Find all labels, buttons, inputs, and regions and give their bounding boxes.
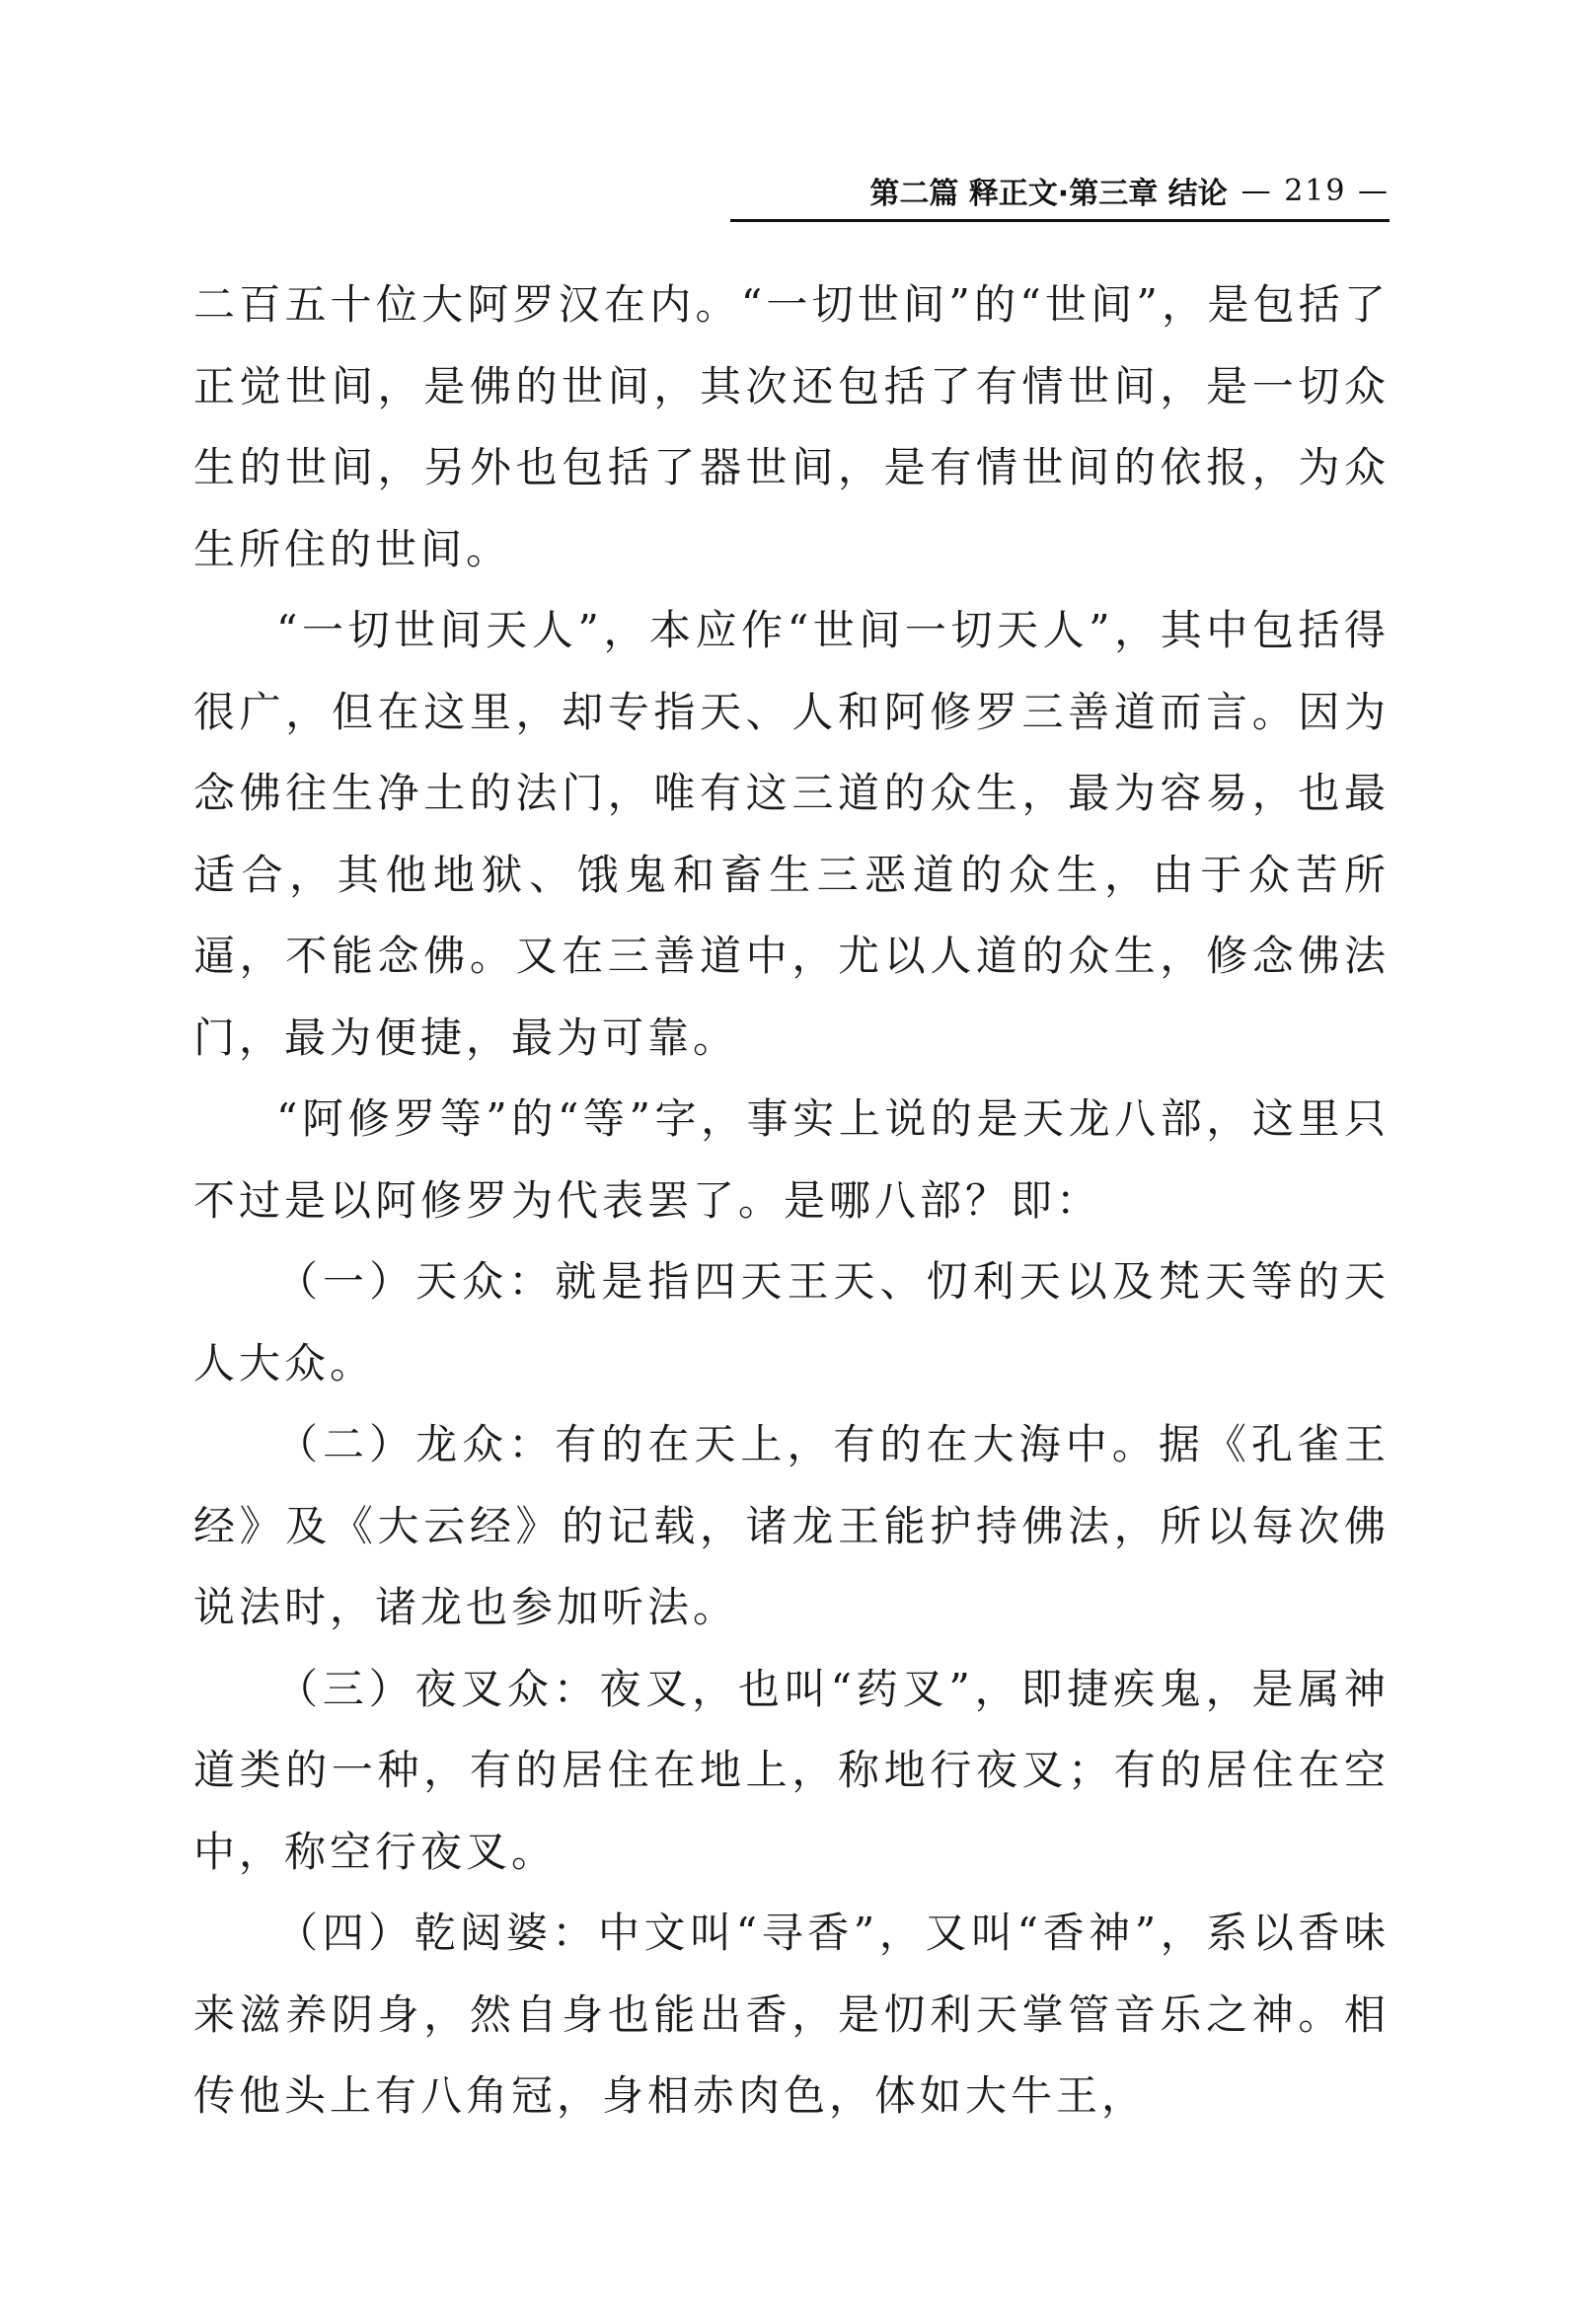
paragraph: （四）乾闼婆：中文叫“寻香”，又叫“香神”，系以香味来滋养阴身，然自身也能出香，是忉利天掌管音乐之神。相传他头上有八角冠，身相赤肉色，体如大牛王， bbox=[193, 1909, 1390, 2120]
paragraph: 二百五十位大阿罗汉在内。“一切世间”的“世间”，是包括了正觉世间，是佛的世间，其次还包括了有情世间，是一切众生的世间，另外也包括了器世间，是有情世间的依报，为众生所住的世间。 bbox=[193, 280, 1390, 573]
paragraph: “一切世间天人”，本应作“世间一切天人”，其中包括得很广，但在这里，却专指天、人和阿修罗三善道而言。因为念佛往生净土的法门，唯有这三道的众生，最为容易，也最适合，其他地狱、饿鬼和畜生三恶道的众生，由于众苦所逼，不能念佛。又在三善道中，尤以人道的众生，修念佛法门，最为便捷，最为可靠。 bbox=[193, 606, 1390, 1062]
paragraph: “阿修罗等”的“等”字，事实上说的是天龙八部，这里只不过是以阿修罗为代表罢了。是哪八部？即： bbox=[193, 1094, 1390, 1225]
header-rule bbox=[730, 219, 1390, 222]
paragraph: （二）龙众：有的在天上，有的在大海中。据《孔雀王经》及《大云经》的记载，诸龙王能护持佛法，所以每次佛说法时，诸龙也参加听法。 bbox=[193, 1420, 1390, 1631]
body-text bbox=[193, 264, 1390, 2137]
paragraph: （三）夜叉众：夜叉，也叫“药叉”，即捷疾鬼，是属神道类的一种，有的居住在地上，称地行夜叉；有的居住在空中，称空行夜叉。 bbox=[193, 1664, 1390, 1876]
page-number: — 219 — bbox=[1241, 173, 1390, 208]
running-head bbox=[730, 166, 1390, 215]
paragraph: （一）天众：就是指四天王天、忉利天以及梵天等的天人大众。 bbox=[193, 1257, 1390, 1387]
running-head-section: 第二篇 释正文·第三章 结论 bbox=[869, 177, 1228, 211]
